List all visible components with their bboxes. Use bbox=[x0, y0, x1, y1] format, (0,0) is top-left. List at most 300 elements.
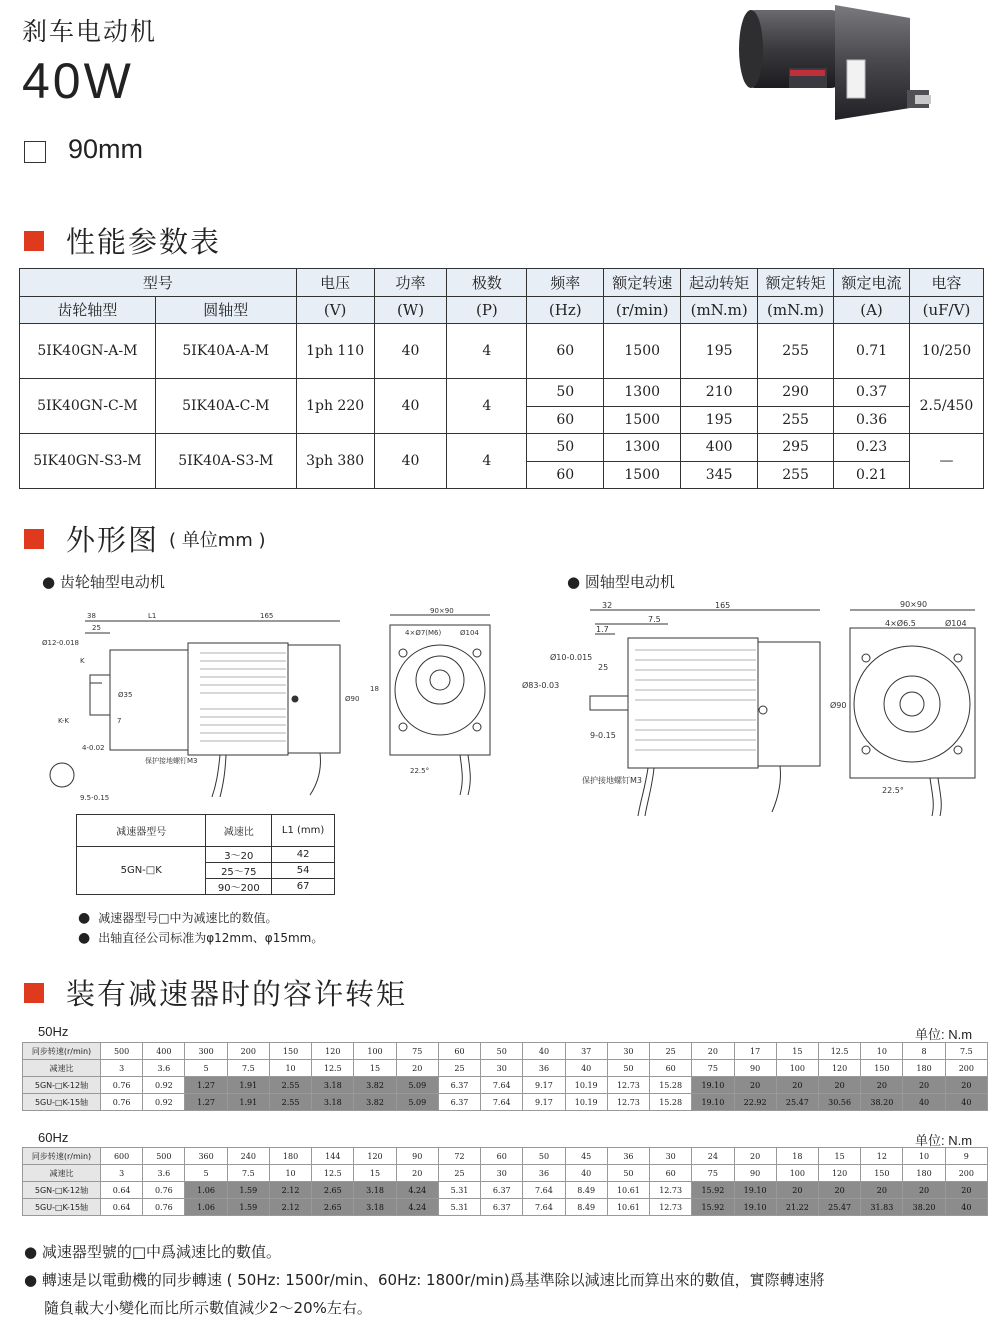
torque-cell: 20 bbox=[396, 1165, 438, 1182]
torque-cell: 25.47 bbox=[776, 1094, 818, 1111]
power-cell: 40 bbox=[374, 434, 447, 489]
torque-cell: 5 bbox=[185, 1060, 227, 1077]
current-cell: 0.71 bbox=[834, 324, 910, 379]
torque-cell: 40 bbox=[903, 1094, 945, 1111]
torque-cell: 5 bbox=[185, 1165, 227, 1182]
torque-cell: 1.91 bbox=[227, 1094, 269, 1111]
torque-cell: 0.76 bbox=[143, 1182, 185, 1199]
l1-cell: 67 bbox=[272, 879, 335, 895]
torque-cell: 120 bbox=[354, 1148, 396, 1165]
product-title: 刹车电动机 bbox=[22, 17, 158, 46]
l1-cell: 54 bbox=[272, 863, 335, 879]
unit-cell: (uF/V) bbox=[909, 296, 983, 324]
torque-cell: 30 bbox=[481, 1165, 523, 1182]
power-cell: 40 bbox=[374, 379, 447, 434]
torque-cell: 10 bbox=[269, 1165, 311, 1182]
dim-label: 9.5-0.15 bbox=[80, 794, 110, 802]
torque-cell: 24 bbox=[692, 1148, 734, 1165]
torque-cell: 75 bbox=[396, 1043, 438, 1060]
torque-cell: 12.73 bbox=[650, 1182, 692, 1199]
torque-cell: 15.92 bbox=[692, 1199, 734, 1216]
start-torque-cell: 195 bbox=[681, 406, 758, 434]
torque-cell: 15.28 bbox=[650, 1077, 692, 1094]
torque-cell: 25 bbox=[438, 1165, 480, 1182]
dim-label: Ø90 bbox=[830, 701, 847, 710]
torque-cell: 2.12 bbox=[269, 1182, 311, 1199]
unit-label: 单位: N.m bbox=[915, 1027, 973, 1042]
torque-cell: 1.27 bbox=[185, 1094, 227, 1111]
torque-cell: 40 bbox=[945, 1094, 987, 1111]
section-marker-icon bbox=[24, 231, 44, 251]
dim-label: 22.5° bbox=[882, 786, 904, 795]
header-cell: 减速器型号 bbox=[77, 815, 206, 847]
speed-cell: 1500 bbox=[604, 324, 681, 379]
unit-cell: (mN.m) bbox=[758, 296, 834, 324]
torque-cell: 1.27 bbox=[185, 1077, 227, 1094]
torque-cell: 90 bbox=[396, 1148, 438, 1165]
section-title: 外形图 bbox=[66, 523, 160, 557]
torque-cell: 20 bbox=[818, 1077, 860, 1094]
torque-cell: 30.56 bbox=[818, 1094, 860, 1111]
torque-cell: 15 bbox=[776, 1043, 818, 1060]
spec-row bbox=[20, 324, 984, 379]
model-cell: 5GN-□K bbox=[77, 847, 206, 895]
torque-cell: 7.64 bbox=[523, 1182, 565, 1199]
speed-cell: 1300 bbox=[604, 379, 681, 407]
dim-label: Ø104 bbox=[945, 619, 967, 628]
frame-size: 90mm bbox=[68, 134, 144, 164]
torque-cell: 60 bbox=[481, 1148, 523, 1165]
torque-cell: 10 bbox=[269, 1060, 311, 1077]
torque-cell: 37 bbox=[565, 1043, 607, 1060]
header-cell: 电容 bbox=[909, 269, 983, 297]
torque-cell: 20 bbox=[861, 1077, 903, 1094]
torque-cell: 50 bbox=[481, 1043, 523, 1060]
dim-label: Ø10-0.015 bbox=[550, 653, 593, 662]
section-title: 性能参数表 bbox=[66, 225, 222, 259]
torque-cell: 9 bbox=[945, 1148, 987, 1165]
torque-cell: 360 bbox=[185, 1148, 227, 1165]
row-label: 5GU-□K-15轴 bbox=[23, 1199, 101, 1216]
dim-label: L1 bbox=[148, 612, 157, 620]
torque-cell: 20 bbox=[776, 1182, 818, 1199]
ratio-row bbox=[23, 1165, 988, 1182]
row-label: 同步转速(r/min) bbox=[23, 1148, 101, 1165]
torque-cell: 200 bbox=[945, 1060, 987, 1077]
capacitor-cell: 2.5/450 bbox=[909, 379, 983, 434]
torque-cell: 12.5 bbox=[312, 1165, 354, 1182]
torque-cell: 0.76 bbox=[101, 1077, 143, 1094]
torque-cell: 36 bbox=[523, 1060, 565, 1077]
torque-cell: 1.06 bbox=[185, 1199, 227, 1216]
torque-cell: 5.09 bbox=[396, 1094, 438, 1111]
ratio-cell: 90～200 bbox=[206, 879, 272, 895]
speed-row bbox=[23, 1043, 988, 1060]
torque-cell: 15 bbox=[818, 1148, 860, 1165]
torque-cell: 0.92 bbox=[143, 1094, 185, 1111]
torque-cell: 4.24 bbox=[396, 1182, 438, 1199]
torque-cell: 60 bbox=[650, 1165, 692, 1182]
torque-cell: 30 bbox=[607, 1043, 649, 1060]
torque-cell: 45 bbox=[565, 1148, 607, 1165]
torque-cell: 6.37 bbox=[438, 1094, 480, 1111]
torque-cell: 0.64 bbox=[101, 1182, 143, 1199]
header-cell: 额定转矩 bbox=[758, 269, 834, 297]
section-outline-heading bbox=[24, 518, 266, 559]
torque-cell: 17 bbox=[734, 1043, 776, 1060]
unit-cell: (Hz) bbox=[527, 296, 604, 324]
footnote-text: 减速器型號的□中爲減速比的數值。 bbox=[41, 1243, 282, 1261]
spec-unit-row bbox=[20, 296, 984, 324]
torque-cell: 40 bbox=[565, 1060, 607, 1077]
header-cell: 型号 bbox=[20, 269, 297, 297]
gu15-row bbox=[23, 1199, 988, 1216]
dim-label: 25 bbox=[598, 663, 609, 672]
torque-cell: 90 bbox=[734, 1060, 776, 1077]
torque-cell: 12.5 bbox=[312, 1060, 354, 1077]
torque-cell: 2.12 bbox=[269, 1199, 311, 1216]
torque-cell: 8.49 bbox=[565, 1199, 607, 1216]
torque-cell: 1.06 bbox=[185, 1182, 227, 1199]
dim-label: 4×Ø7(M6) bbox=[405, 629, 442, 637]
torque-cell: 6.37 bbox=[481, 1182, 523, 1199]
torque-cell: 300 bbox=[185, 1043, 227, 1060]
torque-cell: 2.65 bbox=[312, 1199, 354, 1216]
torque-cell: 3.18 bbox=[354, 1182, 396, 1199]
freq-cell: 60 bbox=[527, 461, 604, 489]
torque-cell: 120 bbox=[818, 1165, 860, 1182]
dim-label: 保护接地螺钉M3 bbox=[582, 776, 642, 785]
drawing-note: ● 减速器型号□中为减速比的数值。 bbox=[78, 909, 278, 926]
header-cell: 额定转速 bbox=[604, 269, 681, 297]
torque-cell: 6.37 bbox=[481, 1199, 523, 1216]
section-marker-icon bbox=[24, 983, 44, 1003]
start-torque-cell: 400 bbox=[681, 434, 758, 462]
model-round: 5IK40A-S3-M bbox=[155, 434, 296, 489]
torque-cell: 3.18 bbox=[312, 1094, 354, 1111]
torque-table-50hz bbox=[22, 1042, 988, 1111]
torque-cell: 600 bbox=[101, 1148, 143, 1165]
dim-label: K-K bbox=[58, 717, 69, 725]
current-cell: 0.37 bbox=[834, 379, 910, 407]
row-label: 同步转速(r/min) bbox=[23, 1043, 101, 1060]
torque-cell: 12.5 bbox=[818, 1043, 860, 1060]
capacitor-cell: 10/250 bbox=[909, 324, 983, 379]
torque-cell: 120 bbox=[818, 1060, 860, 1077]
unit-cell: (r/min) bbox=[604, 296, 681, 324]
header-cell: 起动转矩 bbox=[681, 269, 758, 297]
gn12-row bbox=[23, 1182, 988, 1199]
torque-cell: 10.61 bbox=[607, 1199, 649, 1216]
torque-cell: 19.10 bbox=[692, 1077, 734, 1094]
torque-cell: 4.24 bbox=[396, 1199, 438, 1216]
unit-cell: (W) bbox=[374, 296, 447, 324]
torque-cell: 38.20 bbox=[903, 1199, 945, 1216]
torque-cell: 19.10 bbox=[734, 1199, 776, 1216]
drawing-note: ● 出轴直径公司标准为φ12mm、φ15mm。 bbox=[78, 929, 324, 946]
rated-torque-cell: 255 bbox=[758, 324, 834, 379]
header-cell: 齿轮轴型 bbox=[20, 296, 156, 324]
footnote-text: 隨負載大小變化而比所示數值減少2～20%左右。 bbox=[44, 1299, 372, 1317]
header-cell: 频率 bbox=[527, 269, 604, 297]
row-label: 5GN-□K-12轴 bbox=[23, 1077, 101, 1094]
power-cell: 40 bbox=[374, 324, 447, 379]
torque-cell: 20 bbox=[861, 1182, 903, 1199]
torque-cell: 2.65 bbox=[312, 1182, 354, 1199]
torque-cell: 180 bbox=[903, 1060, 945, 1077]
torque-cell: 20 bbox=[734, 1077, 776, 1094]
gear-motor-drawing bbox=[40, 605, 510, 805]
torque-cell: 1.91 bbox=[227, 1077, 269, 1094]
unit-cell: (A) bbox=[834, 296, 910, 324]
poles-cell: 4 bbox=[447, 379, 527, 434]
torque-cell: 20 bbox=[903, 1077, 945, 1094]
torque-cell: 3.6 bbox=[143, 1165, 185, 1182]
torque-cell: 5.31 bbox=[438, 1182, 480, 1199]
spec-header-row bbox=[20, 269, 984, 297]
voltage-cell: 1ph 220 bbox=[296, 379, 374, 434]
dim-label: 90×90 bbox=[900, 600, 928, 609]
dim-label: 4×Ø6.5 bbox=[885, 619, 916, 628]
row-label: 减速比 bbox=[23, 1165, 101, 1182]
voltage-cell: 1ph 110 bbox=[296, 324, 374, 379]
torque-cell: 18 bbox=[776, 1148, 818, 1165]
header-cell: 电压 bbox=[296, 269, 374, 297]
round-drawing-title: 圆轴型电动机 bbox=[584, 573, 675, 591]
torque-cell: 5.09 bbox=[396, 1077, 438, 1094]
freq-cell: 60 bbox=[527, 406, 604, 434]
torque-cell: 20 bbox=[396, 1060, 438, 1077]
torque-cell: 7.5 bbox=[945, 1043, 987, 1060]
spec-table bbox=[19, 268, 984, 489]
spec-row bbox=[20, 379, 984, 407]
voltage-cell: 3ph 380 bbox=[296, 434, 374, 489]
dim-label: 32 bbox=[602, 601, 613, 610]
torque-cell: 8.49 bbox=[565, 1182, 607, 1199]
torque-cell: 25 bbox=[650, 1043, 692, 1060]
torque-cell: 21.22 bbox=[776, 1199, 818, 1216]
torque-cell: 5.31 bbox=[438, 1199, 480, 1216]
dim-label: 22.5° bbox=[410, 767, 430, 775]
dim-label: Ø12-0.018 bbox=[42, 639, 79, 647]
header-cell: 减速比 bbox=[206, 815, 272, 847]
dim-label: 1.7 bbox=[596, 625, 609, 634]
rated-torque-cell: 255 bbox=[758, 406, 834, 434]
torque-cell: 7.64 bbox=[481, 1094, 523, 1111]
ratio-cell: 25～75 bbox=[206, 863, 272, 879]
torque-cell: 7.5 bbox=[227, 1165, 269, 1182]
torque-cell: 100 bbox=[354, 1043, 396, 1060]
torque-cell: 100 bbox=[776, 1165, 818, 1182]
motor-photo bbox=[735, 0, 935, 135]
torque-cell: 100 bbox=[776, 1060, 818, 1077]
row-label: 减速比 bbox=[23, 1060, 101, 1077]
footnote: ● 轉速是以電動機的同步轉速 ( 50Hz: 1500r/min、60Hz: 1800r/min)爲基準除以減速比而算出來的數值，實際轉速將 bbox=[24, 1271, 825, 1289]
dim-label: Ø104 bbox=[460, 629, 479, 637]
round-motor-drawing bbox=[520, 598, 990, 818]
torque-cell: 20 bbox=[903, 1182, 945, 1199]
torque-cell: 20 bbox=[776, 1077, 818, 1094]
torque-cell: 3.82 bbox=[354, 1077, 396, 1094]
torque-cell: 2.55 bbox=[269, 1094, 311, 1111]
frame-square-icon bbox=[24, 141, 46, 163]
dim-label: 9-0.15 bbox=[590, 731, 616, 740]
dim-label: 18 bbox=[370, 685, 379, 693]
torque-cell: 60 bbox=[650, 1060, 692, 1077]
dim-label: Ø83-0.03 bbox=[522, 681, 560, 690]
l1-cell: 42 bbox=[272, 847, 335, 863]
torque-cell: 7.5 bbox=[227, 1060, 269, 1077]
torque-cell: 3.18 bbox=[312, 1077, 354, 1094]
torque-cell: 144 bbox=[312, 1148, 354, 1165]
torque-cell: 180 bbox=[903, 1165, 945, 1182]
note-text: 出轴直径公司标准为φ12mm、φ15mm。 bbox=[98, 931, 324, 945]
footnote bbox=[44, 1294, 372, 1322]
torque-cell: 19.10 bbox=[692, 1094, 734, 1111]
torque-cell: 200 bbox=[227, 1043, 269, 1060]
torque-cell: 50 bbox=[607, 1060, 649, 1077]
freq-cell: 60 bbox=[527, 324, 604, 379]
torque-cell: 30 bbox=[650, 1148, 692, 1165]
row-label: 5GN-□K-12轴 bbox=[23, 1182, 101, 1199]
model-gear: 5IK40GN-A-M bbox=[20, 324, 156, 379]
footnote-text: 轉速是以電動機的同步轉速 ( 50Hz: 1500r/min、60Hz: 1800r/min)爲基準除以減速比而算出來的數值，實際轉速將 bbox=[41, 1271, 825, 1289]
start-torque-cell: 210 bbox=[681, 379, 758, 407]
power-rating: 40W bbox=[22, 53, 134, 109]
torque-cell: 36 bbox=[523, 1165, 565, 1182]
torque-cell: 20 bbox=[945, 1077, 987, 1094]
unit-cell: (P) bbox=[447, 296, 527, 324]
torque-cell: 10.61 bbox=[607, 1182, 649, 1199]
torque-cell: 1.59 bbox=[227, 1199, 269, 1216]
current-cell: 0.36 bbox=[834, 406, 910, 434]
torque-cell: 0.76 bbox=[143, 1199, 185, 1216]
torque-cell: 36 bbox=[607, 1148, 649, 1165]
dim-label: 165 bbox=[260, 612, 274, 620]
round-drawing-label: ● 圆轴型电动机 bbox=[567, 573, 675, 591]
torque-cell: 60 bbox=[438, 1043, 480, 1060]
dim-label: 保护接地螺钉M3 bbox=[145, 757, 198, 765]
ratio-cell: 3～20 bbox=[206, 847, 272, 863]
model-round: 5IK40A-A-M bbox=[155, 324, 296, 379]
start-torque-cell: 345 bbox=[681, 461, 758, 489]
torque-cell: 75 bbox=[692, 1165, 734, 1182]
torque-cell: 22.92 bbox=[734, 1094, 776, 1111]
dim-label: 165 bbox=[715, 601, 731, 610]
torque-cell: 9.17 bbox=[523, 1077, 565, 1094]
torque-cell: 3.6 bbox=[143, 1060, 185, 1077]
torque-cell: 12.73 bbox=[607, 1077, 649, 1094]
torque-cell: 40 bbox=[565, 1165, 607, 1182]
torque-cell: 500 bbox=[143, 1148, 185, 1165]
torque-cell: 0.92 bbox=[143, 1077, 185, 1094]
torque-cell: 20 bbox=[734, 1148, 776, 1165]
gear-drawing-title: 齿轮轴型电动机 bbox=[59, 573, 165, 591]
torque-cell: 200 bbox=[945, 1165, 987, 1182]
rated-torque-cell: 290 bbox=[758, 379, 834, 407]
torque-cell: 8 bbox=[903, 1043, 945, 1060]
torque-cell: 72 bbox=[438, 1148, 480, 1165]
dim-label: Ø35 bbox=[118, 691, 133, 699]
torque-cell: 1.59 bbox=[227, 1182, 269, 1199]
header-cell: 功率 bbox=[374, 269, 447, 297]
dim-label: K bbox=[80, 657, 85, 665]
spec-row bbox=[20, 434, 984, 462]
rated-torque-cell: 255 bbox=[758, 461, 834, 489]
torque-cell: 90 bbox=[734, 1165, 776, 1182]
torque-cell: 15.28 bbox=[650, 1094, 692, 1111]
torque-cell: 3 bbox=[101, 1060, 143, 1077]
torque-cell: 120 bbox=[312, 1043, 354, 1060]
torque-cell: 6.37 bbox=[438, 1077, 480, 1094]
torque-cell: 7.64 bbox=[481, 1077, 523, 1094]
note-text: 减速器型号□中为减速比的数值。 bbox=[98, 911, 278, 925]
dim-label: 7.5 bbox=[648, 615, 661, 624]
capacitor-cell: — bbox=[909, 434, 983, 489]
torque-cell: 3.82 bbox=[354, 1094, 396, 1111]
unit-label: 单位: N.m bbox=[915, 1133, 973, 1148]
torque-cell: 400 bbox=[143, 1043, 185, 1060]
torque-cell: 12 bbox=[861, 1148, 903, 1165]
start-torque-cell: 195 bbox=[681, 324, 758, 379]
speed-cell: 1500 bbox=[604, 406, 681, 434]
header-cell: L1 (mm) bbox=[272, 815, 335, 847]
torque-cell: 10.19 bbox=[565, 1077, 607, 1094]
torque-cell: 25 bbox=[438, 1060, 480, 1077]
torque-cell: 75 bbox=[692, 1060, 734, 1077]
torque-cell: 15.92 bbox=[692, 1182, 734, 1199]
torque-cell: 10 bbox=[903, 1148, 945, 1165]
current-cell: 0.21 bbox=[834, 461, 910, 489]
torque-cell: 240 bbox=[227, 1148, 269, 1165]
model-round: 5IK40A-C-M bbox=[155, 379, 296, 434]
speed-row bbox=[23, 1148, 988, 1165]
torque-cell: 20 bbox=[692, 1043, 734, 1060]
header-cell: 圆轴型 bbox=[155, 296, 296, 324]
torque-cell: 38.20 bbox=[861, 1094, 903, 1111]
torque-cell: 150 bbox=[269, 1043, 311, 1060]
torque-cell: 19.10 bbox=[734, 1182, 776, 1199]
torque-cell: 0.76 bbox=[101, 1094, 143, 1111]
torque-cell: 31.83 bbox=[861, 1199, 903, 1216]
current-cell: 0.23 bbox=[834, 434, 910, 462]
gn12-row bbox=[23, 1077, 988, 1094]
section-torque-heading bbox=[24, 972, 407, 1013]
torque-cell: 12.73 bbox=[650, 1199, 692, 1216]
torque-cell: 150 bbox=[861, 1165, 903, 1182]
torque-cell: 12.73 bbox=[607, 1094, 649, 1111]
header-cell: 极数 bbox=[447, 269, 527, 297]
reduction-header-row bbox=[77, 815, 335, 847]
torque-cell: 40 bbox=[945, 1199, 987, 1216]
torque-cell: 0.64 bbox=[101, 1199, 143, 1216]
poles-cell: 4 bbox=[447, 324, 527, 379]
torque-cell: 3 bbox=[101, 1165, 143, 1182]
ratio-row bbox=[23, 1060, 988, 1077]
torque-cell: 15 bbox=[354, 1060, 396, 1077]
torque-cell: 7.64 bbox=[523, 1199, 565, 1216]
reduction-row bbox=[77, 847, 335, 863]
section-title: 装有减速器时的容许转矩 bbox=[66, 977, 408, 1011]
model-gear: 5IK40GN-S3-M bbox=[20, 434, 156, 489]
gearbox-body bbox=[835, 5, 910, 120]
torque-cell: 10.19 bbox=[565, 1094, 607, 1111]
gear-drawing-label: ● 齿轮轴型电动机 bbox=[42, 573, 165, 591]
torque-cell: 20 bbox=[945, 1182, 987, 1199]
footnote: ● 减速器型號的□中爲減速比的數值。 bbox=[24, 1243, 282, 1261]
speed-cell: 1300 bbox=[604, 434, 681, 462]
dim-label: 90×90 bbox=[430, 607, 454, 615]
